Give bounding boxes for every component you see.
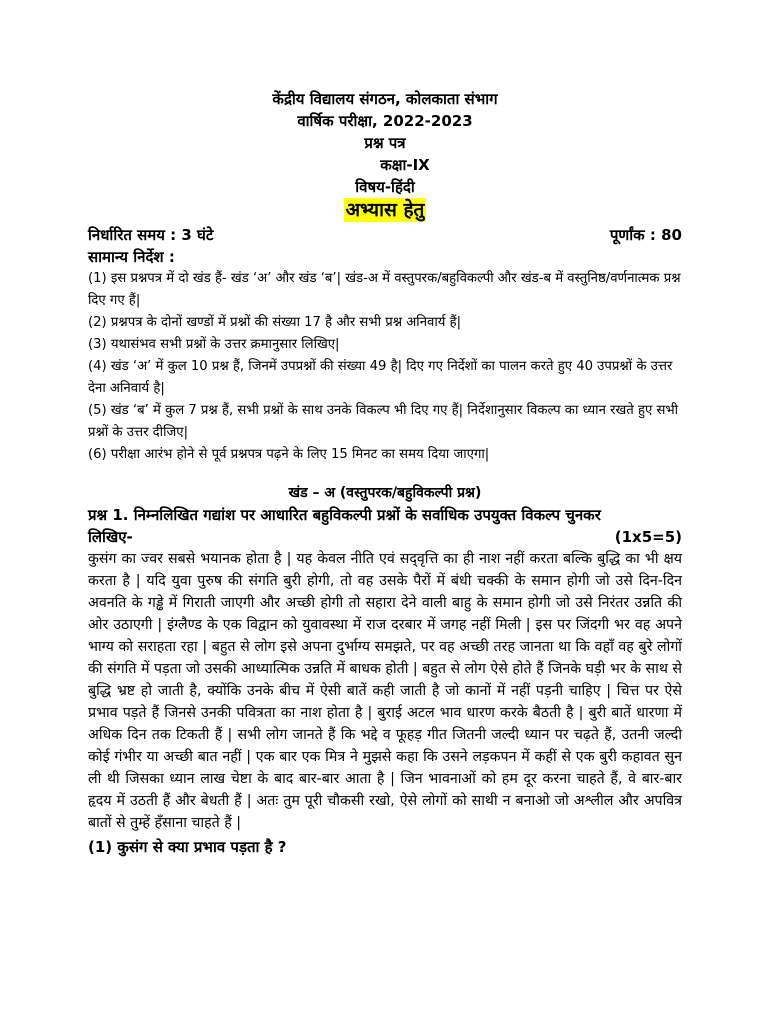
- time-label: निर्धारित समय : 3 घंटे: [88, 226, 214, 244]
- instruction-item: (3) यथासंभव सभी प्रश्नों के उत्तर क्रमानुसार लिखिए|: [88, 337, 340, 352]
- question-1-text-cont: लिखिए-: [88, 528, 133, 546]
- instruction-item: (1) इस प्रश्नपत्र में दो खंड हैं- खंड ‘अ’ और खंड ‘ब’| खंड-अ में वस्तुपरक/बहुविकल्पी और खंड-ब में वस्तुनिष्ठ/वर्णनात्मक प्रश्न दिए गए हैं|: [88, 271, 681, 308]
- class-label: कक्षा-IX: [380, 156, 430, 174]
- section-title: खंड – अ (वस्तुपरक/बहुविकल्पी प्रश्न): [288, 485, 482, 501]
- question-1: [88, 504, 682, 548]
- exam-title: वार्षिक परीक्षा, 2022-2023: [297, 112, 473, 130]
- practice-highlight: अभ्यास हेतु: [345, 199, 425, 221]
- question-1-row: [88, 526, 682, 548]
- instruction-item: (5) खंड ‘ब’ में कुल 7 प्रश्न हैं, सभी प्रश्नों के साथ उनके विकल्प भी दिए गए हैं| निर्देशानुसार विकल्प का ध्यान रखते हुए सभी प्रश्नों के उत्तर दीजिए|: [88, 403, 679, 440]
- instruction-item: (2) प्रश्नपत्र के दोनों खण्डों में प्रश्नों की संख्या 17 है और सभी प्रश्न अनिवार्य हैं|: [88, 315, 462, 330]
- document-header: [88, 88, 682, 222]
- marks-label: पूर्णांक : 80: [609, 226, 682, 244]
- passage-text: कुसंग का ज्वर सबसे भयानक होता है | यह केवल नीति एवं सद्‌वृत्ति का ही नाश नहीं करता बल्कि बुद्धि का भी क्षय करता है | यदि युवा पुरुष की संगति बुरी होगी, तो वह उसके पैरों में बंधी चक्की के समान होगी जो उसे दिन-दिन अवनति के गड्ढे में गिराती जाएगी और अच्छी होगी तो सहारा देने वाली बाहु के समान होगी जो उसे निरंतर उन्नति की ओर उठाएगी | इंग्लैण्ड के एक विद्वान को युवावस्था में राज दरबार में जगह नहीं मिली | इस पर जिंदगी भर वह अपने भाग्य को सराहता रहा | बहुत से लोग इसे अपना दुर्भाग्य समझते, पर वह अच्छी तरह जानता था कि वहाँ वह बुरे लोगों की संगति में पड़ता जो उसकी आध्यात्मिक उन्नति में बाधक होती | बहुत से लोग ऐसे होते हैं जिनके घड़ी भर के साथ से बुद्धि भ्रष्ट हो जाती है, क्योंकि उनके बीच में ऐसी बातें कही जाती है जो कानों में नहीं पड़नी चाहिए | चित्त पर ऐसे प्रभाव पड़ते हैं जिनसे उनकी पवित्रता का नाश होता है | बुराई अटल भाव धारण करके बैठती है | बुरी बातें धारणा में अधिक दिन तक टिकती हैं | सभी लोग जानते हैं कि भद्दे व फूहड़ गीत जितनी जल्दी ध्यान पर चढ़ते हैं, उतनी जल्दी कोई गंभीर या अच्छी बात नहीं | एक बार एक मित्र ने मुझसे कहा कि उसने लड़कपन में कहीं से एक बुरी कहावत सुन ली थी जिसका ध्यान लाख चेष्टा के बाद बार-बार आता है | जिन भावनाओं को हम दूर करना चाहते हैं, वे बार-बार हृदय में उठती हैं और बेधती हैं | अतः तुम पूरी चौकसी रखो, ऐसे लोगों को साथी न बनाओ जो अश्लील और अपवित्र बातों से तुम्हें हँसाना चाहते हैं |: [88, 551, 682, 831]
- question-1-marks: (1x5=5): [614, 528, 682, 546]
- time-marks-row: [88, 224, 682, 246]
- organization-title: केंद्रीय विद्यालय संगठन, कोलकाता संभाग: [272, 90, 498, 108]
- paper-label: प्रश्न पत्र: [364, 134, 406, 152]
- sub-question-1: (1) कुसंग से क्या प्रभाव पड़ता है ?: [88, 838, 287, 856]
- question-1-text: प्रश्न 1. निम्नलिखित गद्यांश पर आधारित बहुविकल्पी प्रश्नों के सर्वाधिक उपयुक्त विकल्प चुनकर: [88, 506, 601, 524]
- instructions-list: [88, 268, 682, 466]
- instruction-item: (4) खंड ‘अ’ में कुल 10 प्रश्न हैं, जिनमें उपप्रश्नों की संख्या 49 है| दिए गए निर्देशों का पालन करते हुए 40 उपप्रश्नों के उत्तर देना अनिवार्य है|: [88, 359, 673, 396]
- instruction-item: (6) परीक्षा आरंभ होने से पूर्व प्रश्नपत्र पढ़ने के लिए 15 मिनट का समय दिया जाएगा|: [88, 447, 490, 462]
- general-instructions-title: सामान्य निर्देश :: [88, 248, 175, 266]
- subject-label: विषय-हिंदी: [355, 178, 415, 196]
